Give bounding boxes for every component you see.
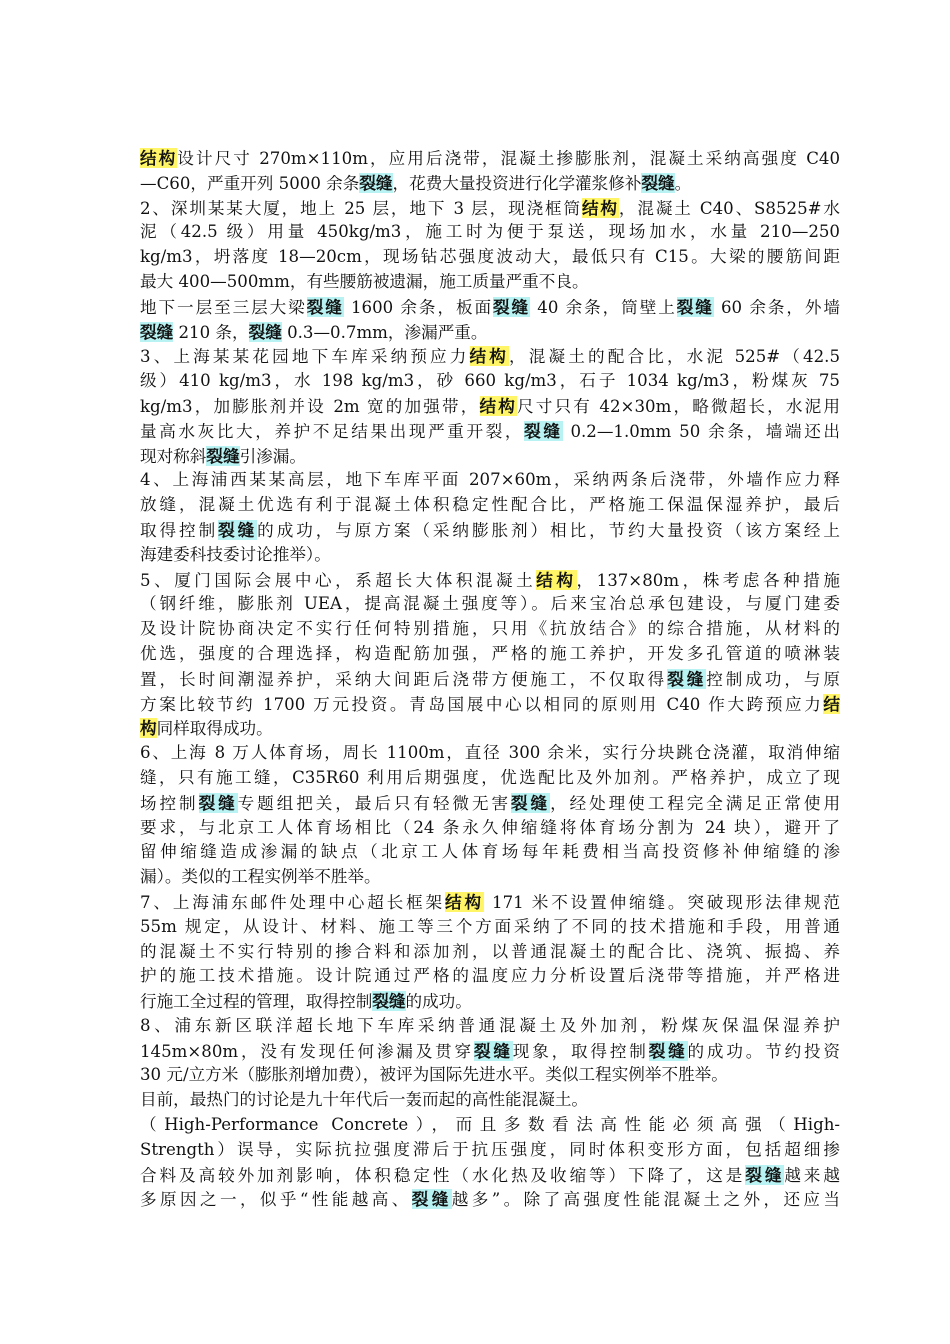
text-run: kg/m3，加膨胀剂并设 2m 宽的加强带， [140, 396, 480, 416]
text-line [140, 146, 840, 171]
text-line [140, 840, 840, 865]
text-run: 现象，取得控制 [512, 1041, 649, 1061]
text-run: 及设计院协商决定不实行任何特别措施，只用《抗放结合》的综合措施，从材料的 [140, 619, 840, 639]
text-line [140, 865, 840, 890]
text-line [140, 220, 840, 245]
text-run: 设计尺寸 270m×110m，应用后浇带，混凝土掺膨胀剂，混凝土采纳高强度 C40 [177, 149, 841, 168]
text-run: 0.3—0.7mm，渗漏严重。 [281, 322, 488, 342]
text-line [140, 989, 840, 1014]
keyword-structure-highlight: 构 [140, 718, 157, 739]
text-run: 8、浦东新区联洋超长地下车库采纳普通混凝土及外加剂，粉煤灰保温保湿养护 [140, 1015, 840, 1035]
keyword-crack-highlight: 裂缝 [676, 296, 714, 317]
keyword-crack-highlight: 裂缝 [745, 1164, 785, 1185]
text-line [140, 270, 840, 295]
text-line [140, 171, 840, 196]
text-run: 控制成功，与原 [706, 669, 841, 689]
keyword-crack-highlight: 裂缝 [411, 1189, 452, 1210]
text-run: 210 条， [173, 322, 249, 342]
text-line [140, 1163, 840, 1188]
keyword-crack-highlight: 裂缝 [372, 991, 406, 1012]
text-run: —C60，严重开列 5000 余条 [140, 173, 360, 193]
text-line [140, 592, 840, 617]
text-line [140, 791, 840, 816]
text-line [140, 964, 840, 989]
keyword-structure-highlight: 结 [823, 693, 840, 714]
text-run: 5、厦门国际会展中心，系超长大体积混凝土 [140, 570, 537, 590]
keyword-crack-highlight: 裂缝 [511, 792, 551, 813]
text-line [140, 543, 840, 568]
keyword-crack-highlight: 裂缝 [648, 1040, 688, 1061]
text-line [140, 1014, 840, 1039]
text-run: 泥（42.5 级）用量 450kg/m3，施工时为便于泵送，现场加水，水量 210—250 [140, 222, 840, 242]
text-run: 海建委科技委讨论推举）。 [140, 544, 331, 564]
text-line [140, 1039, 840, 1064]
keyword-crack-highlight: 裂缝 [140, 321, 174, 342]
text-run: 现对称斜 [140, 446, 207, 466]
text-run: 越来越 [784, 1165, 841, 1185]
text-run: ，花费大量投资进行化学灌浆修补 [392, 173, 642, 193]
text-run: 3、上海某某花园地下车库采纳预应力 [140, 347, 470, 367]
text-line [140, 642, 840, 667]
text-run: Strength）误导，实际抗拉强度滞后于抗压强度，同时体积变形方面，包括超细掺 [140, 1139, 840, 1159]
text-run: 。 [674, 173, 692, 193]
text-run: 要求，与北京工人体育场相比（24 条永久伸缩缝将体育场分割为 24 块），避开了 [140, 817, 840, 837]
text-line [140, 1113, 840, 1138]
text-run: 0.2—1.0mm 50 余条，墙端还出 [562, 421, 841, 441]
keyword-structure-highlight: 结构 [140, 148, 178, 168]
text-line [140, 369, 840, 394]
keyword-structure-highlight: 结构 [479, 395, 518, 416]
text-line [140, 295, 840, 320]
text-run: 漏）。类似的工程实例举不胜举。 [140, 867, 381, 887]
text-line [140, 766, 840, 791]
text-line [140, 518, 840, 543]
text-run: 的混凝土不实行特别的掺合料和添加剂，以普通混凝土的配合比、浇筑、振捣、养 [140, 941, 840, 961]
text-run: （钢纤维，膨胀剂 UEA，提高混凝土强度等）。后来宝冶总承包建设，与厦门建委 [140, 594, 840, 614]
text-run: 引渗漏。 [239, 446, 306, 466]
text-line [140, 816, 840, 841]
text-run: 放缝，混凝土优选有利于混凝土体积稳定性配合比，严格施工保温保湿养护，最后 [140, 495, 840, 515]
text-line [140, 1187, 840, 1212]
text-run: 7、上海浦东邮件处理中心超长框架 [140, 892, 445, 912]
keyword-crack-highlight: 裂缝 [306, 296, 344, 317]
text-run: 的成功。节约投资 [687, 1041, 841, 1061]
text-line [140, 394, 840, 419]
text-run: 4、上海浦西某某高层，地下车库平面 207×60m，采纳两条后浇带，外墙作应力释 [140, 470, 840, 490]
text-run: （High-Performance Concrete），而且多数看法高性能必须高强（High- [140, 1115, 840, 1135]
keyword-crack-highlight: 裂缝 [206, 445, 240, 466]
text-line [140, 196, 840, 221]
text-line [140, 444, 840, 469]
text-run: 最大 400—500mm，有些腰筋被遗漏，施工质量严重不良。 [140, 271, 589, 291]
text-run: 场控制 [140, 793, 199, 813]
text-line [140, 716, 840, 741]
text-line [140, 940, 840, 965]
text-line [140, 617, 840, 642]
text-line [140, 568, 840, 593]
text-run: 6、上海 8 万人体育场，周长 1100m，直径 300 余米，实行分块跳仓浇灌，取消伸缩 [140, 743, 840, 763]
text-run: 越多”。除了高强度性能混凝土之外，还应当 [451, 1190, 841, 1210]
text-line [140, 1138, 840, 1163]
text-line [140, 493, 840, 518]
text-run: 优选，强度的合理选择，构造配筋加强，严格的施工养护，开发多孔管道的喷淋装 [140, 643, 840, 663]
text-run: 的成功。 [405, 992, 472, 1012]
text-line [140, 667, 840, 692]
text-line [140, 320, 840, 345]
keyword-crack-highlight: 裂缝 [524, 420, 563, 441]
text-run: 40 余条，筒壁上 [530, 297, 677, 317]
text-run: 量高水灰比大，养护不足结果出现严重开裂， [140, 421, 525, 441]
keyword-crack-highlight: 裂缝 [359, 172, 393, 193]
keyword-crack-highlight: 裂缝 [667, 668, 707, 689]
text-run: 60 余条，外墙 [713, 297, 841, 317]
text-run: 缝，只有施工缝，C35R60 利用后期强度，优选配比及外加剂。严格养护，成立了现 [140, 767, 840, 787]
keyword-crack-highlight: 裂缝 [493, 296, 531, 317]
text-run: 留伸缩缝造成渗漏的缺点（北京工人体育场每年耗费相当高投资修补伸缩缝的渗 [140, 842, 840, 862]
text-line [140, 344, 840, 369]
text-run: 方案比较节约 1700 万元投资。青岛国展中心以相同的原则用 C40 作大跨预应力 [140, 694, 824, 714]
keyword-crack-highlight: 裂缝 [641, 172, 675, 193]
text-run: ，混凝土的配合比，水泥 525#（42.5 [509, 347, 840, 367]
text-line [140, 915, 840, 940]
keyword-structure-highlight: 结构 [536, 569, 577, 590]
text-run: 地下一层至三层大梁 [140, 297, 307, 317]
text-run: ，经处理使工程完全满足正常使用 [550, 793, 841, 813]
text-run: ，137×80m，株考虑各种措施 [576, 570, 840, 590]
text-run: 171 米不设置伸缩缝。突破现形法律规范 [483, 892, 840, 912]
text-run: 的成功，与原方案（采纳膨胀剂）相比，节约大量投资（该方案经上 [257, 520, 841, 540]
keyword-crack-highlight: 裂缝 [198, 792, 238, 813]
text-run: 护的施工技术措施。设计院通过严格的温度应力分析设置后浇带等措施，并严格进 [140, 966, 840, 986]
text-run: 多原因之一，似乎“性能越高、 [140, 1190, 412, 1210]
text-line [140, 468, 840, 493]
text-run: kg/m3，坍落度 18—20cm，现场钻芯强度波动大，最低只有 C15。大梁的腰筋间距 [140, 247, 840, 267]
keyword-crack-highlight: 裂缝 [248, 321, 282, 342]
text-run: 1600 余条，板面 [343, 297, 494, 317]
text-line [140, 1063, 840, 1088]
text-run: 行施工全过程的管理，取得控制 [140, 992, 373, 1012]
text-line [140, 245, 840, 270]
text-line [140, 419, 840, 444]
keyword-structure-highlight: 结构 [469, 346, 510, 367]
keyword-structure-highlight: 结构 [581, 197, 619, 218]
text-run: 置，长时间潮湿养护，采纳大间距后浇带方便施工，不仅取得 [140, 669, 668, 689]
text-run: 同样取得成功。 [156, 719, 273, 739]
document-body [140, 146, 840, 1212]
text-run: 尺寸只有 42×30m，略微超长，水泥用 [517, 396, 840, 416]
text-run: 30 元/立方米（膨胀剂增加费），被评为国际先进水平。类似工程实例举不胜举。 [140, 1065, 728, 1085]
text-line [140, 692, 840, 717]
text-run: 目前，最热门的讨论是九十年代后一轰而起的高性能混凝土。 [140, 1090, 589, 1110]
text-line [140, 741, 840, 766]
text-run: 合料及高较外加剂影响，体积稳定性（水化热及收缩等）下降了，这是 [140, 1165, 746, 1185]
text-line [140, 890, 840, 915]
text-run: 级）410 kg/m3，水 198 kg/m3，砂 660 kg/m3，石子 1034 kg/m3，粉煤灰 75 [140, 371, 840, 391]
text-run: 取得控制 [140, 520, 219, 540]
text-run: 2、深圳某某大厦，地上 25 层，地下 3 层，现浇框筒 [140, 198, 582, 218]
keyword-crack-highlight: 裂缝 [473, 1040, 513, 1061]
text-run: 145m×80m，没有发现任何渗漏及贯穿 [140, 1041, 474, 1061]
text-line [140, 1088, 840, 1113]
keyword-structure-highlight: 结构 [445, 891, 484, 912]
text-run: 专题组把关，最后只有轻微无害 [237, 793, 512, 813]
text-run: ，混凝土 C40、S8525#水 [618, 198, 841, 218]
keyword-crack-highlight: 裂缝 [218, 519, 258, 540]
text-run: 55m 规定，从设计、材料、施工等三个方面采纳了不同的技术措施和手段，用普通 [140, 916, 840, 936]
